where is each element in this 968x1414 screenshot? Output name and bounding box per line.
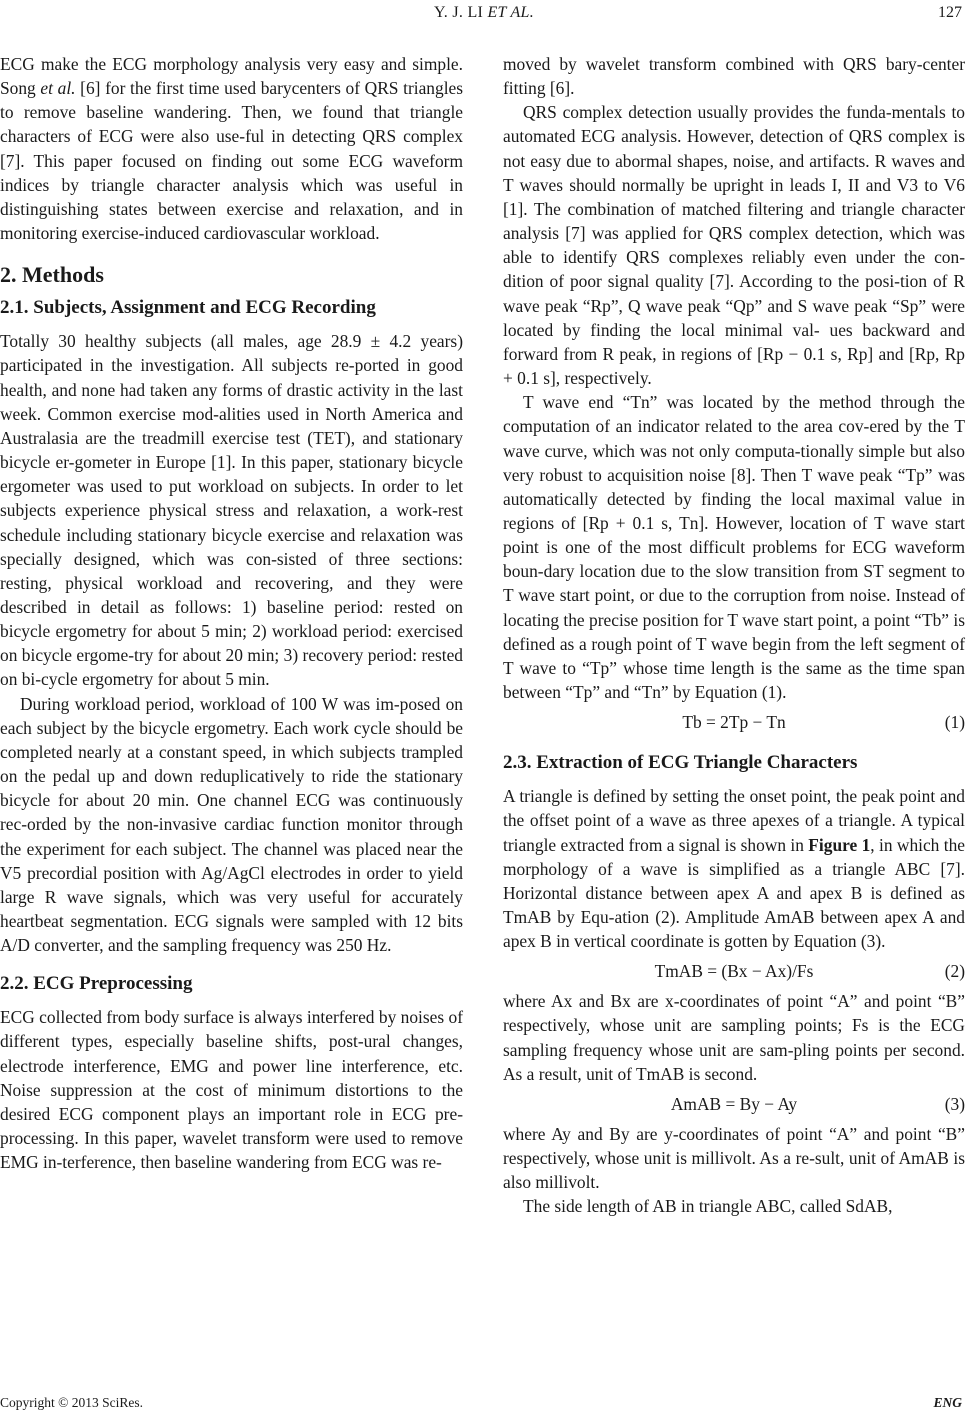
equation-1-number: (1) [944, 712, 965, 733]
intro-etal: et al. [40, 78, 76, 99]
twave-paragraph: T wave end “Tn” was located by the method through the computation of an indicator related to the area cov-ered by the T wave curve, which was not only computa-tionally simple but also very robust to acquisition noise [8]. Then T wave peak “Tp” was automatically detected by finding the local maximal value in regions of [Rp + 0.1 s, Tn]. However, location of T wave start point is one of the most difficult problems for ECG waveform boun-dary location due to the slow transition from ST segment to T wave start point, or due to the corruption from noise. Instead of locating the precise position for T wave start point, a point “Tb” is defined as a rough point of T wave begin from the left segment of T wave to “Tp” whose time length is the same as the time span between “Tp” and “Tn” by Equation (1). [503, 392, 965, 703]
equation-2-expr: TmAB = (Bx − Ax)/Fs [654, 961, 814, 982]
intro-paragraph [0, 52, 463, 245]
subjects-paragraph: Totally 30 healthy subjects (all males, age 28.9 ± 4.2 years) participated in the investigation. All subjects re-ported in good health, and none had taken any forms of drastic activity in the last week. Common exercise mod-alities used in North America and Australasia are the treadmill exercise test (TET), and stationary bicycle er-gometer in Europe [1]. In this paper, stationary bicycle ergometer was used to put workload on subjects. In order to let subjects experience physical stress and relaxation, a work-rest schedule including stationary bicycle exercise and relaxation was specially designed, which was con-sisted of three sections: resting, physical workload and recovering, and they were described in detail as follows: 1) baseline period: rested on bicycle ergometry for about 5 min; 2) workload period: exercised on bicycle ergome-try for about 20 min; 3) recovery period: rested on bi-cycle ergometry for about 5 min. [0, 331, 463, 690]
page-number: 127 [938, 4, 962, 21]
workload-paragraph: During workload period, workload of 100 W was im-posed on each subject by the bicycle ergometry. Each work cycle should be completed nearly at a constant speed, in which subjects trampled on the pedal up and down reduplicatively to ride the stationary bicycle for about 20 min. One channel ECG was continuously rec-orded by the non-invasive cardiac function monitor through the experiment for each subject. The channel was placed near the V5 precordial position with Ag/AgCl electrodes in order to yield large R wave signals, which was very useful for accurately heartbeat segmentation. ECG signals were sampled with 12 bits A/D converter, and the sampling frequency was 250 Hz. [0, 693, 463, 956]
section-title-methods: 2. Methods [0, 262, 104, 288]
subsection-title-2-3: 2.3. Extraction of ECG Triangle Characters [503, 752, 858, 774]
author-etal: ET AL. [487, 4, 535, 21]
equation-2-number: (2) [944, 961, 965, 982]
subsection-title-2-2: 2.2. ECG Preprocessing [0, 973, 193, 995]
running-header-authors [0, 2, 968, 24]
journal-abbreviation: ENG [933, 1395, 962, 1410]
author-name: Y. J. LI [433, 4, 484, 21]
page-footer [0, 1394, 968, 1412]
equation-2 [503, 959, 965, 983]
left-column [0, 52, 463, 1174]
triangle-text-2: , in which the morphology of a wave is simplified as a triangle ABC [7]. Horizontal distance between apex A and apex B is defined as TmAB by Equ-ation (2). Amplitude AmAB between apex A and apex B in vertical coordinate is gotten by Equation (3). [503, 834, 965, 952]
equation-3-number: (3) [944, 1093, 965, 1114]
equation-3-expr: AmAB = By − Ay [670, 1093, 798, 1114]
tmab-paragraph: where Ax and Bx are x-coordinates of point “A” and point “B” respectively, whose unit are sampling points; Fs is the ECG sampling frequency whose unit are sam-pling points per second. As a result, unit of TmAB is second. [503, 991, 965, 1084]
sdab-paragraph: The side length of AB in triangle ABC, called SdAB, [523, 1196, 893, 1217]
triangle-paragraph [503, 784, 965, 953]
equation-3 [503, 1092, 965, 1116]
figure-1-reference[interactable]: Figure 1 [808, 834, 871, 855]
copyright-notice: Copyright © 2013 SciRes. [0, 1395, 144, 1410]
right-column [503, 52, 965, 1219]
qrs-paragraph: QRS complex detection usually provides the funda-mentals to automated ECG analysis. However, detection of QRS complex is not easy due to abormal shapes, noise, and artifacts. R waves and T waves should normally be upright in leads I, II and V3 to V6 [1]. The combination of matched filtering and triangle character analysis [7] was applied for QRS complex detection, which was able to identify QRS complexes reliably even under the con-dition of poor signal quality [7]. According to the posi-tion of R wave peak “Rp”, Q wave peak “Qp” and S wave peak “Sp” were located by finding the local minimal val- ues backward and forward from R peak, in regions of [Rp − 0.1 s, Rp] and [Rp, Rp + 0.1 s], respectively. [503, 102, 965, 389]
intro-text-1: ECG make the ECG morphology analysis very easy and simple. Song [0, 54, 463, 99]
preprocessing-paragraph: ECG collected from body surface is always interfered by noises of different types, especially baseline shifts, post-ural changes, electrode interference, EMG and power line interference, etc. Noise suppression at the cost of minimum distortions to the desired ECG component plays an important role in ECG pre-processing. In this paper, wavelet transform were used to remove EMG in-terference, then baseline wandering from ECG was re- [0, 1007, 463, 1173]
amab-paragraph: where Ay and By are y-coordinates of point “A” and point “B” respectively, whose unit is millivolt. As a re-sult, unit of AmAB is also millivolt. [503, 1123, 965, 1193]
equation-1-expr: Tb = 2Tp − Tn [682, 712, 786, 733]
running-header [0, 2, 968, 24]
intro-text-2: [6] for the first time used barycenters of QRS triangles to remove baseline wandering. Then, we found that triangle characters of ECG were also use-ful in detecting QRS complex [7]. This paper focused on finding out some ECG waveform indices by triangle character analysis which was useful in distinguishing states between exercise and relaxation, and in monitoring exercise-induced cardiovascular workload. [0, 78, 464, 244]
continuation-paragraph: moved by wavelet transform combined with QRS bary-center fitting [6]. [503, 54, 965, 99]
equation-1 [503, 710, 965, 734]
triangle-text-1: A triangle is defined by setting the onset point, the peak point and the offset point of a wave as three apexes of a triangle. A typical triangle extracted from a signal is shown in [503, 786, 965, 855]
subsection-title-2-1: 2.1. Subjects, Assignment and ECG Recording [0, 297, 376, 319]
